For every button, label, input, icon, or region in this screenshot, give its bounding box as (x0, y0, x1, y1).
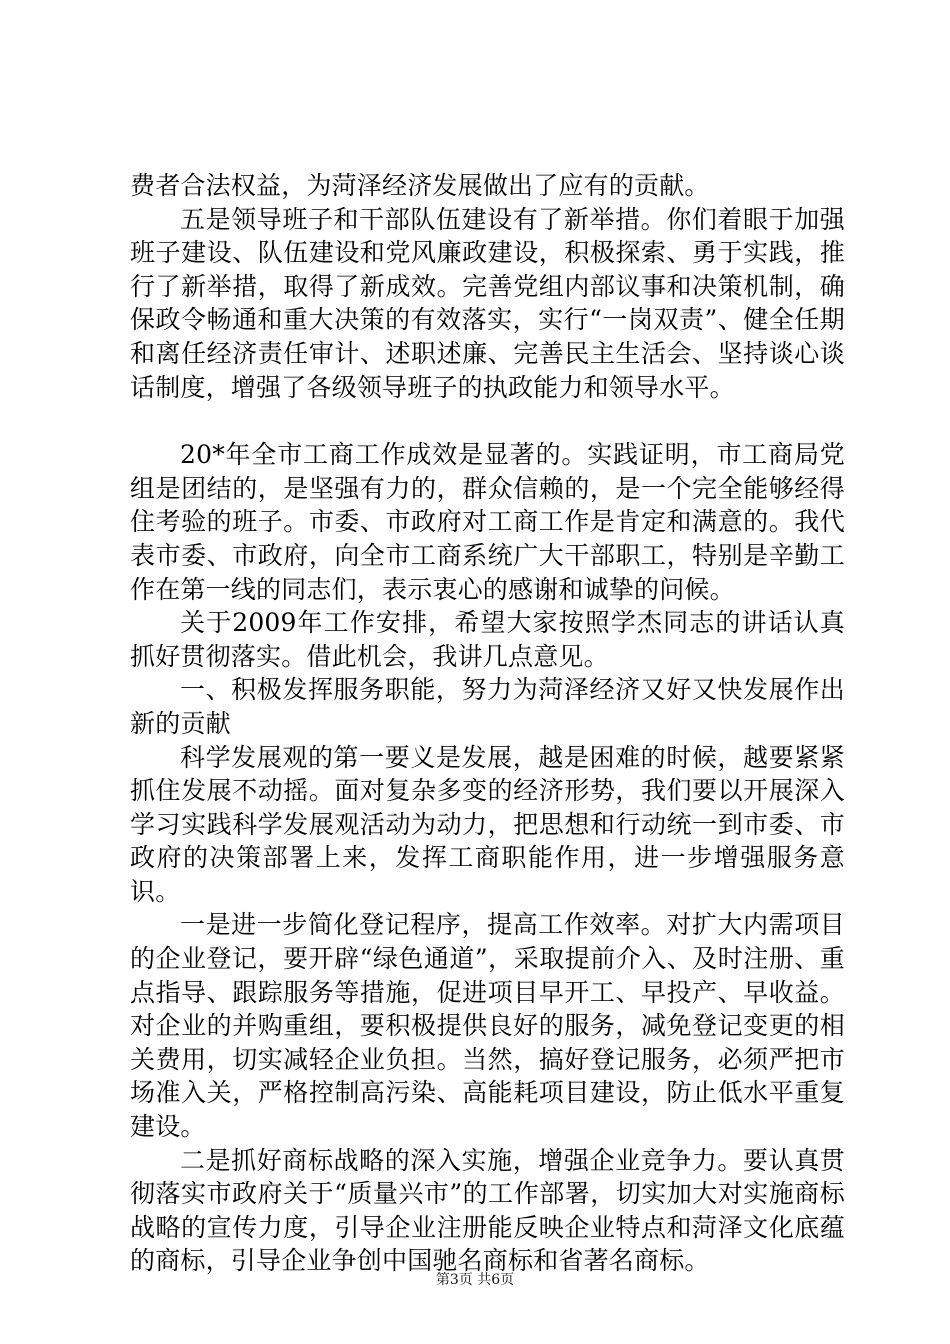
document-body (130, 169, 845, 1278)
section-heading-service-function: 一、积极发挥服务职能，努力为菏泽经济又好又快发展作出新的贡献 (130, 675, 845, 738)
paragraph-continuation: 费者合法权益，为菏泽经济发展做出了应有的贡献。 (130, 171, 710, 200)
paragraph-trademark-strategy: 二是抓好商标战略的深入实施，增强企业竞争力。要认真贯彻落实市政府关于“质量兴市”的工作部署，切实加大对实施商标战略的宣传力度，引导企业注册能反映企业特点和菏泽文化底蕴的商标，引导企业争创中国驰名商标和省著名商标。 (130, 1145, 845, 1276)
paragraph-leadership-building: 五是领导班子和干部队伍建设有了新举措。你们着眼于加强班子建设、队伍建设和党风廉政建设，积极探索、勇于实践，推行了新举措，取得了新成效。完善党组内部议事和决策机制，确保政令畅通和重大决策的有效落实，实行“一岗双责”、健全任期和离任经济责任审计、述职述廉、完善民主生活会、坚持谈心谈话制度，增强了各级领导班子的执政能力和领导水平。 (130, 204, 845, 402)
page-number-footer: 第3页 共6页 (435, 1272, 515, 1288)
paragraph-registration-procedure: 一是进一步简化登记程序，提高工作效率。对扩大内需项目的企业登记，要开辟“绿色通道”，采取提前介入、及时注册、重点指导、跟踪服务等措施，促进项目早开工、早投产、早收益。对企业的并购重组，要积极提供良好的服务，减免登记变更的相关费用，切实减轻企业负担。当然，搞好登记服务，必须严把市场准入关，严格控制高污染、高能耗项目建设，防止低水平重复建设。 (130, 910, 845, 1142)
paragraph-gap (130, 404, 845, 438)
paragraph-work-arrangement: 关于2009年工作安排，希望大家按照学杰同志的讲话认真抓好贯彻落实。借此机会，我讲几点意见。 (130, 608, 845, 671)
paragraph-scientific-development: 科学发展观的第一要义是发展，越是困难的时候，越要紧紧抓住发展不动摇。面对复杂多变的经济形势，我们要以开展深入学习实践科学发展观活动为动力，把思想和行动统一到市委、市政府的决策部署上来，发挥工商职能作用，进一步增强服务意识。 (130, 742, 845, 906)
paragraph-annual-summary: 20*年全市工商工作成效是显著的。实践证明，市工商局党组是团结的，是坚强有力的，群众信赖的，是一个完全能够经得住考验的班子。市委、市政府对工商工作是肯定和满意的。我代表市委、市政府，向全市工商系统广大干部职工，特别是辛勤工作在第一线的同志们，表示衷心的感谢和诚挚的问候。 (130, 440, 845, 604)
